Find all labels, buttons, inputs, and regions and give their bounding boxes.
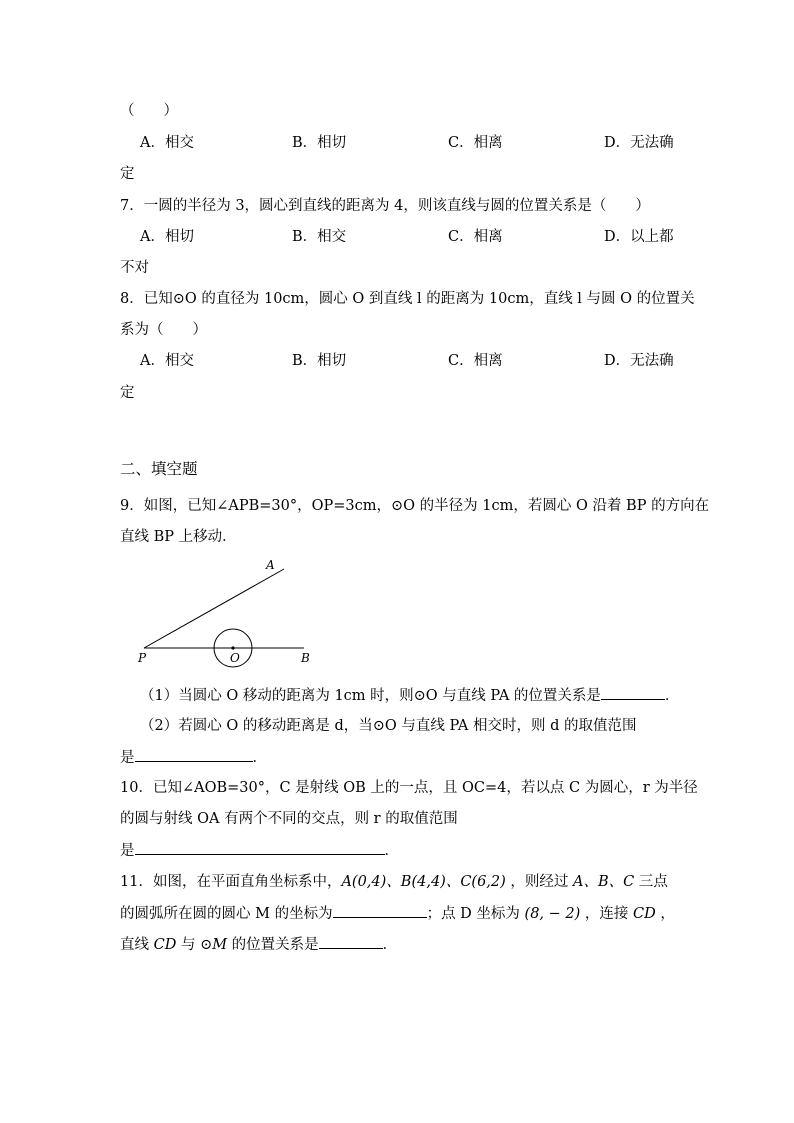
- q9-sub2-blank[interactable]: [135, 747, 253, 762]
- q10-stem-line2: 的圆与射线 OA 有两个不同的交点，则 r 的取值范围: [120, 811, 458, 827]
- q9-stem-line1: 9．如图，已知∠APB=30°，OP=3cm，⊙O 的半径为 1cm，若圆心 O 沿着 BP 的方向在: [120, 498, 710, 514]
- center-o-dot: [231, 646, 234, 649]
- q9-sub1: [140, 685, 679, 706]
- q11-l3-text3: 的位置关系是: [231, 937, 319, 953]
- q11-l1-text2: ，则经过: [510, 874, 569, 890]
- q9-figure: [120, 556, 330, 668]
- q11-l3-end: ．: [382, 937, 398, 953]
- q11-l3-text2: 与: [180, 937, 196, 953]
- q11-l1-abc: A、B、C: [573, 874, 635, 890]
- q11-l2-text4: ，: [660, 906, 675, 922]
- q11-l2-cd: CD: [633, 906, 656, 922]
- section-title: 二、填空题: [120, 460, 198, 478]
- q11-l3-circle-m: ⊙M: [200, 937, 228, 953]
- label-a: A: [266, 558, 275, 572]
- q8-option-wrap: 定: [120, 385, 135, 401]
- q7-option-a: A．相切: [140, 229, 194, 245]
- q9-sub1-blank[interactable]: [601, 685, 665, 700]
- q7-option-wrap: 不对: [120, 260, 149, 276]
- q6-option-a: A．相交: [140, 135, 194, 151]
- q11-line3: [120, 934, 397, 955]
- q9-sub2-prefix: 是: [120, 750, 135, 766]
- q11-l3-cd: CD: [153, 937, 177, 953]
- label-b: B: [301, 651, 310, 665]
- q11-l2-text3: ，连接: [584, 906, 629, 922]
- q11-line2: [120, 903, 675, 924]
- q10-stem-line1: 10．已知∠AOB=30°，C 是射线 OB 上的一点，且 OC=4，若以点 C 为圆心，r 为半径: [120, 780, 698, 796]
- q7-option-c: C．相离: [448, 229, 503, 245]
- q11-l2-text2: ；点 D 坐标为: [426, 906, 520, 922]
- q11-l2-point-d: (8, − 2): [524, 906, 581, 922]
- q6-option-b: B．相切: [292, 135, 347, 151]
- q8-option-c: C．相离: [448, 353, 503, 369]
- q9-sub2-line2: [120, 747, 267, 768]
- q6-paren: （ ）: [120, 103, 178, 119]
- q7-stem: 7．一圆的半径为 3，圆心到直线的距离为 4，则该直线与圆的位置关系是（ ）: [120, 198, 650, 214]
- q6-option-d: D．无法确: [604, 135, 674, 151]
- q10-end: ．: [384, 843, 399, 859]
- q11-l2-text: 的圆弧所在圆的圆心 M 的坐标为: [120, 906, 333, 922]
- q7-option-b: B．相交: [292, 229, 347, 245]
- q11-l1-points: A(0,4)、B(4,4)、C(6,2): [341, 874, 506, 890]
- q8-stem-line2: 系为（ ）: [120, 322, 207, 338]
- q10-stem-line3: [120, 840, 399, 861]
- q8-stem-line1: 8．已知⊙O 的直径为 10cm，圆心 O 到直线 l 的距离为 10cm，直线 l 与圆 O 的位置关: [120, 291, 695, 307]
- q11-l1-text3: 三点: [638, 874, 668, 890]
- q7-option-d: D．以上都: [604, 229, 674, 245]
- q9-sub2: （2）若圆心 O 的移动距离是 d，当⊙O 与直线 PA 相交时，则 d 的取值范围: [140, 718, 637, 734]
- q8-option-d: D．无法确: [604, 353, 674, 369]
- q11-blank-relation[interactable]: [319, 934, 383, 949]
- q10-blank[interactable]: [135, 840, 385, 855]
- q11-l1-text: 11．如图，在平面直角坐标系中，: [120, 874, 342, 890]
- q9-sub2-end: ．: [252, 750, 267, 766]
- q8-option-a: A．相交: [140, 353, 194, 369]
- q10-prefix: 是: [120, 843, 135, 859]
- q11-line1: [120, 872, 668, 892]
- label-p: P: [138, 651, 147, 665]
- ray-pa: [144, 569, 284, 648]
- q6-option-c: C．相离: [448, 135, 503, 151]
- q9-sub1-end: ．: [664, 688, 680, 704]
- q11-blank-m[interactable]: [333, 903, 427, 918]
- q8-option-b: B．相切: [292, 353, 347, 369]
- q9-stem-line2: 直线 BP 上移动．: [120, 529, 237, 545]
- label-o: O: [230, 651, 240, 665]
- q6-option-wrap: 定: [120, 166, 135, 182]
- q9-sub1-text: （1）当圆心 O 移动的距离为 1cm 时，则⊙O 与直线 PA 的位置关系是: [140, 688, 601, 704]
- q11-l3-text: 直线: [120, 937, 149, 953]
